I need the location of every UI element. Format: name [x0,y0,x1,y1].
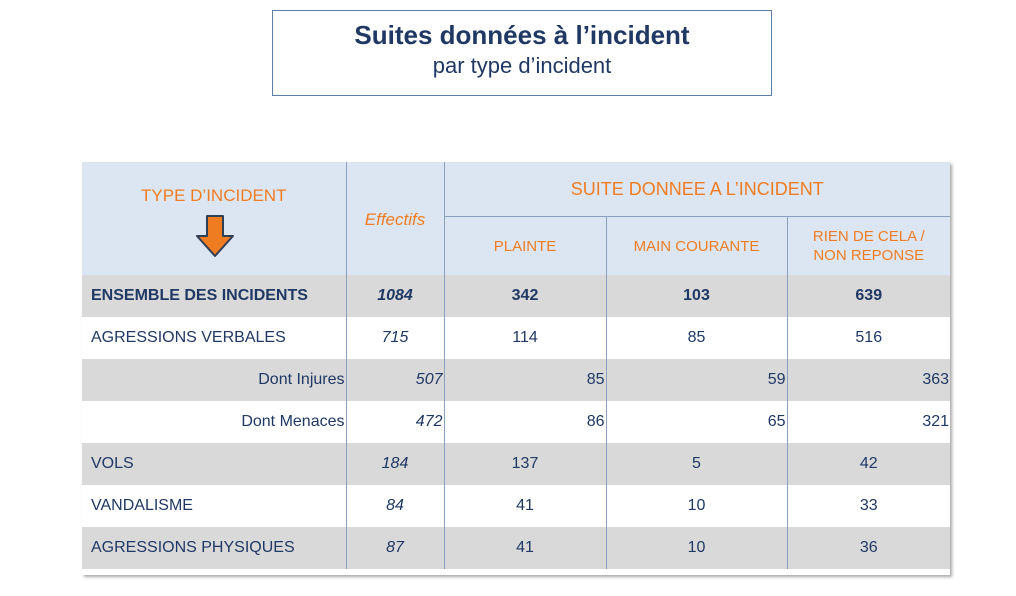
header-type-label: TYPE D’INCIDENT [141,186,287,205]
row-plainte: 342 [444,275,606,317]
row-rien: 516 [787,317,950,359]
row-main-courante: 65 [606,401,787,443]
row-plainte: 86 [444,401,606,443]
incident-table [82,162,950,575]
row-effectifs: 472 [346,401,444,443]
header-rien-line2: NON REPONSE [813,247,925,264]
row-plainte: 114 [444,317,606,359]
row-effectifs: 84 [346,485,444,527]
row-main-courante: 59 [606,359,787,401]
header-rien [787,217,950,276]
row-label: ENSEMBLE DES INCIDENTS [82,275,346,317]
row-effectifs: 184 [346,443,444,485]
table-row [82,359,950,401]
row-effectifs: 507 [346,359,444,401]
row-rien: 33 [787,485,950,527]
table-row [82,527,950,569]
row-label: Dont Menaces [82,401,346,443]
header-suite: SUITE DONNEE A L’INCIDENT [444,162,950,217]
row-rien: 36 [787,527,950,569]
row-main-courante: 85 [606,317,787,359]
row-plainte: 137 [444,443,606,485]
title-box [272,10,772,96]
row-label: Dont Injures [82,359,346,401]
header-rien-line1: RIEN DE CELA / [812,228,925,245]
row-rien: 42 [787,443,950,485]
header-type-cell [82,162,346,275]
row-plainte: 41 [444,527,606,569]
row-plainte: 85 [444,359,606,401]
table-row [82,401,950,443]
page-title: Suites données à l’incident [354,20,690,50]
row-label: VOLS [82,443,346,485]
header-plainte: PLAINTE [444,217,606,276]
table-row [82,443,950,485]
row-rien: 321 [787,401,950,443]
arrow-down-icon [195,214,235,258]
header-main-courante: MAIN COURANTE [606,217,787,276]
row-main-courante: 10 [606,485,787,527]
row-main-courante: 10 [606,527,787,569]
header-effectifs: Effectifs [346,162,444,275]
row-effectifs: 715 [346,317,444,359]
table-row-total [82,275,950,317]
row-effectifs: 87 [346,527,444,569]
row-label: VANDALISME [82,485,346,527]
row-label: AGRESSIONS PHYSIQUES [82,527,346,569]
page-subtitle: par type d’incident [432,53,612,78]
row-main-courante: 5 [606,443,787,485]
row-plainte: 41 [444,485,606,527]
table-row [82,317,950,359]
row-label: AGRESSIONS VERBALES [82,317,346,359]
row-effectifs: 1084 [346,275,444,317]
row-main-courante: 103 [606,275,787,317]
row-rien: 639 [787,275,950,317]
row-rien: 363 [787,359,950,401]
table-row [82,485,950,527]
